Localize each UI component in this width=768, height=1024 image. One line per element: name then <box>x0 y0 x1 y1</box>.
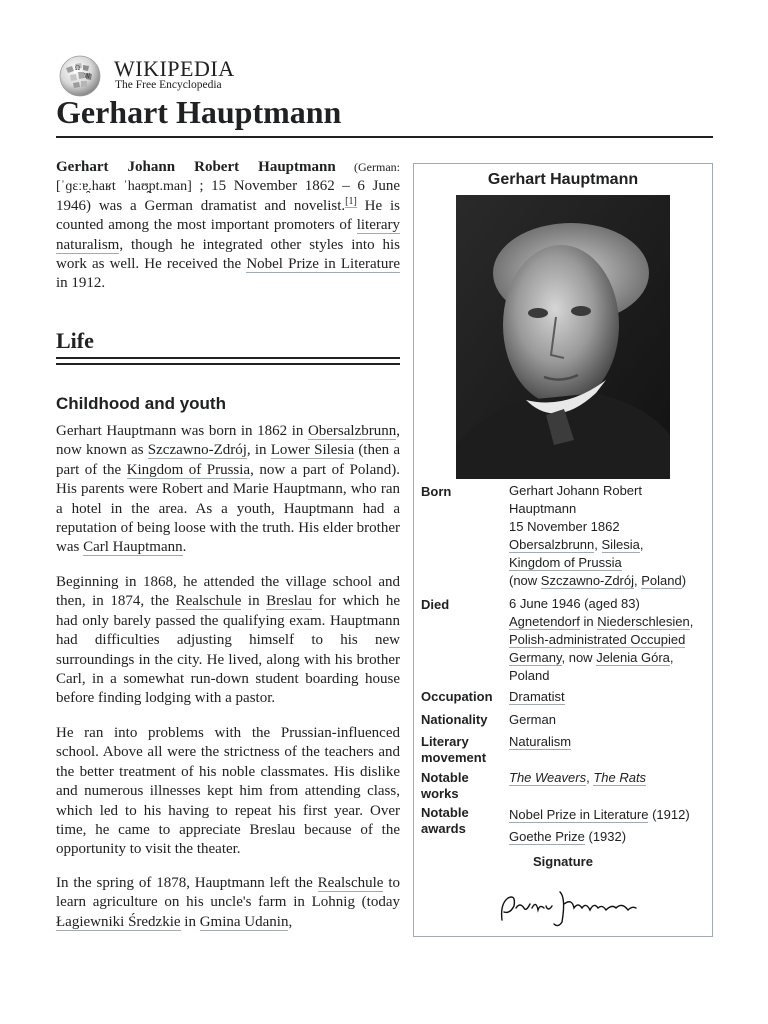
portrait-image[interactable] <box>456 195 670 479</box>
paragraph-agriculture <box>56 874 400 932</box>
infobox-label-born: Born <box>421 484 452 499</box>
label-line: Notable <box>421 805 469 820</box>
title-divider <box>56 136 713 138</box>
text-run: ( <box>335 160 358 174</box>
text-run: , <box>288 913 293 930</box>
text-run: , <box>669 650 674 665</box>
link-obersalzbrunn[interactable]: Obersalzbrunn <box>307 423 397 439</box>
infobox-value-awards <box>509 806 709 846</box>
text-run: in <box>579 614 598 629</box>
text-run: (1912) <box>648 807 690 822</box>
infobox-label-awards <box>421 805 469 837</box>
text-run: Gerhart Hauptmann was born in 1862 in <box>56 423 308 439</box>
label-line: awards <box>421 821 466 836</box>
link-the-weavers[interactable]: The Weavers <box>509 770 587 785</box>
infobox-value-movement <box>509 733 709 751</box>
link-szczawno-zdroj[interactable]: Szczawno-Zdrój <box>147 442 247 459</box>
link-breslau[interactable]: Breslau <box>266 593 312 610</box>
signature-label: Signature <box>533 854 593 869</box>
infobox-label-nationality: Nationality <box>421 712 488 727</box>
intro-paragraph <box>56 158 400 294</box>
page-title: Gerhart Hauptmann <box>56 94 342 130</box>
link-realschule[interactable]: Realschule <box>317 875 384 891</box>
link-nobel-prize[interactable]: Nobel Prize in Literature <box>246 256 400 273</box>
subject-name: Gerhart Johann Robert Hauptmann <box>56 159 336 175</box>
reference-link[interactable]: [1] <box>345 195 357 207</box>
svg-text:Ω: Ω <box>75 65 80 72</box>
infobox-value-occupation <box>509 688 709 706</box>
died-date: 6 June 1946 (aged 83) <box>509 596 640 611</box>
infobox-label-works <box>421 770 469 802</box>
text-run: in 1912. <box>56 275 106 292</box>
text-run: , <box>586 770 594 785</box>
link-goethe-prize[interactable]: Goethe Prize <box>509 829 585 844</box>
infobox-value-died <box>509 595 709 685</box>
subsection-heading-childhood: Childhood and youth <box>56 394 226 413</box>
label-line: works <box>421 786 459 801</box>
text-run: in <box>180 913 200 930</box>
infobox-value-nationality: German <box>509 712 556 727</box>
text-run: , <box>689 614 694 629</box>
text-run: ; 15 November 1862 – 6 June 1946) was a German dramatist and novelist. <box>56 178 400 214</box>
tagline: The Free Encyclopedia <box>115 79 222 91</box>
link-realschule[interactable]: Realschule <box>175 593 242 610</box>
paragraph-schooling <box>56 573 400 709</box>
wikipedia-header[interactable] <box>56 54 356 98</box>
link-lower-silesia[interactable]: Lower Silesia <box>270 442 355 459</box>
text-run: : <box>396 160 400 174</box>
wordmark: WIKIPEDIA <box>114 56 235 81</box>
svg-text:W: W <box>84 73 91 80</box>
ipa-pronunciation[interactable]: [ˈɡɛːɐ̯.haʁt ˈhaʊ̯pt.man] <box>56 179 192 195</box>
label-line: movement <box>421 750 487 765</box>
link-literary-naturalism[interactable]: literary naturalism <box>56 217 400 253</box>
wikipedia-globe-icon[interactable] <box>56 54 104 98</box>
link-lagiewniki-sredzkie[interactable]: Łagiewniki Średzkie <box>56 913 181 930</box>
link-nobel-prize[interactable]: Nobel Prize in Literature <box>509 807 649 822</box>
text-run: He is counted among the most important promoters of <box>56 197 400 234</box>
text-run: , now <box>561 650 597 665</box>
link-carl-hauptmann[interactable]: Carl Hauptmann <box>83 539 183 556</box>
text-run: , now a part of Poland). His parents were Robert and Marie Hauptmann, who ran a hotel in the area. As a youth, Hauptmann had a reputation of being loose with the truth. His elder brother was <box>56 461 401 556</box>
language-label: German <box>358 160 397 174</box>
link-szczawno-zdroj[interactable]: Szczawno-Zdrój <box>540 573 634 588</box>
link-niederschlesien[interactable]: Niederschlesien <box>597 614 690 629</box>
infobox-value-born <box>509 482 709 590</box>
section-heading-life: Life <box>56 328 94 353</box>
link-kingdom-of-prussia[interactable]: Kingdom of Prussia <box>126 461 251 478</box>
text-run: , though he integrated other styles into his work as well. He received the <box>56 236 400 273</box>
text-run: , now known as <box>56 423 400 459</box>
infobox-label-occupation: Occupation <box>421 689 493 704</box>
infobox-value-works <box>509 769 709 787</box>
label-line: Literary <box>421 734 469 749</box>
link-agnetendorf[interactable]: Agnetendorf <box>509 614 580 629</box>
text-run: , <box>594 537 602 552</box>
text-run: in <box>241 593 267 610</box>
text-run: . <box>182 539 187 556</box>
link-obersalzbrunn[interactable]: Obersalzbrunn <box>509 537 595 552</box>
section-divider <box>56 357 400 359</box>
text-run: (then a part of the <box>56 442 400 478</box>
section-divider <box>56 363 400 365</box>
text-run: ) <box>681 573 687 588</box>
link-silesia[interactable]: Silesia <box>601 537 640 552</box>
text-run: , in <box>246 442 271 459</box>
link-dramatist[interactable]: Dramatist <box>509 689 565 704</box>
born-name: Gerhart Johann Robert Hauptmann <box>509 483 642 516</box>
text-run: (now <box>509 573 541 588</box>
paragraph-problems: He ran into problems with the Prussian-influenced school. Above all were the strictness of the teachers and the better treatment of his noble classmates. His dislike and numerous illnesses kept him from attending class, which led to his having to repeat his first year. Over time, he came to appreciate Breslau because of the opportunity to visit the theater. <box>56 725 400 858</box>
infobox-label-movement <box>421 734 486 766</box>
born-date: 15 November 1862 <box>509 519 620 534</box>
link-the-rats[interactable]: The Rats <box>593 770 647 785</box>
link-jelenia-gora[interactable]: Jelenia Góra <box>596 650 670 665</box>
text-run: (1932) <box>584 829 627 844</box>
link-poland[interactable]: Poland <box>641 573 682 588</box>
signature-image[interactable] <box>494 882 644 930</box>
link-polish-administrated-germany[interactable]: Polish-administrated Occupied Germany <box>509 632 686 665</box>
text-run: for which he had only barely passed the qualifying exam. Hauptmann had difficulties adjusting himself to his new surroundings in the city. He lived, along with his brother Carl, in a somewhat run-down student boarding house before finding lodging with a pastor. <box>56 593 400 707</box>
infobox-title: Gerhart Hauptmann <box>487 171 639 188</box>
text-run: , <box>639 537 644 552</box>
paragraph-birth <box>56 422 400 558</box>
link-gmina-udanin[interactable]: Gmina Udanin <box>199 913 289 930</box>
died-country: Poland <box>509 668 550 683</box>
infobox <box>413 163 713 937</box>
label-line: Notable <box>421 770 469 785</box>
text-run: In the spring of 1878, Hauptmann left the <box>56 875 318 891</box>
text-run: to learn agriculture on his uncle's farm in Lohnig (today <box>56 875 400 911</box>
infobox-label-died: Died <box>421 597 450 612</box>
text-run: Beginning in 1868, he attended the village school and then, in 1874, the <box>56 574 400 610</box>
link-kingdom-of-prussia[interactable]: Kingdom of Prussia <box>509 555 622 570</box>
text-run: , <box>634 573 642 588</box>
link-naturalism[interactable]: Naturalism <box>509 734 572 749</box>
